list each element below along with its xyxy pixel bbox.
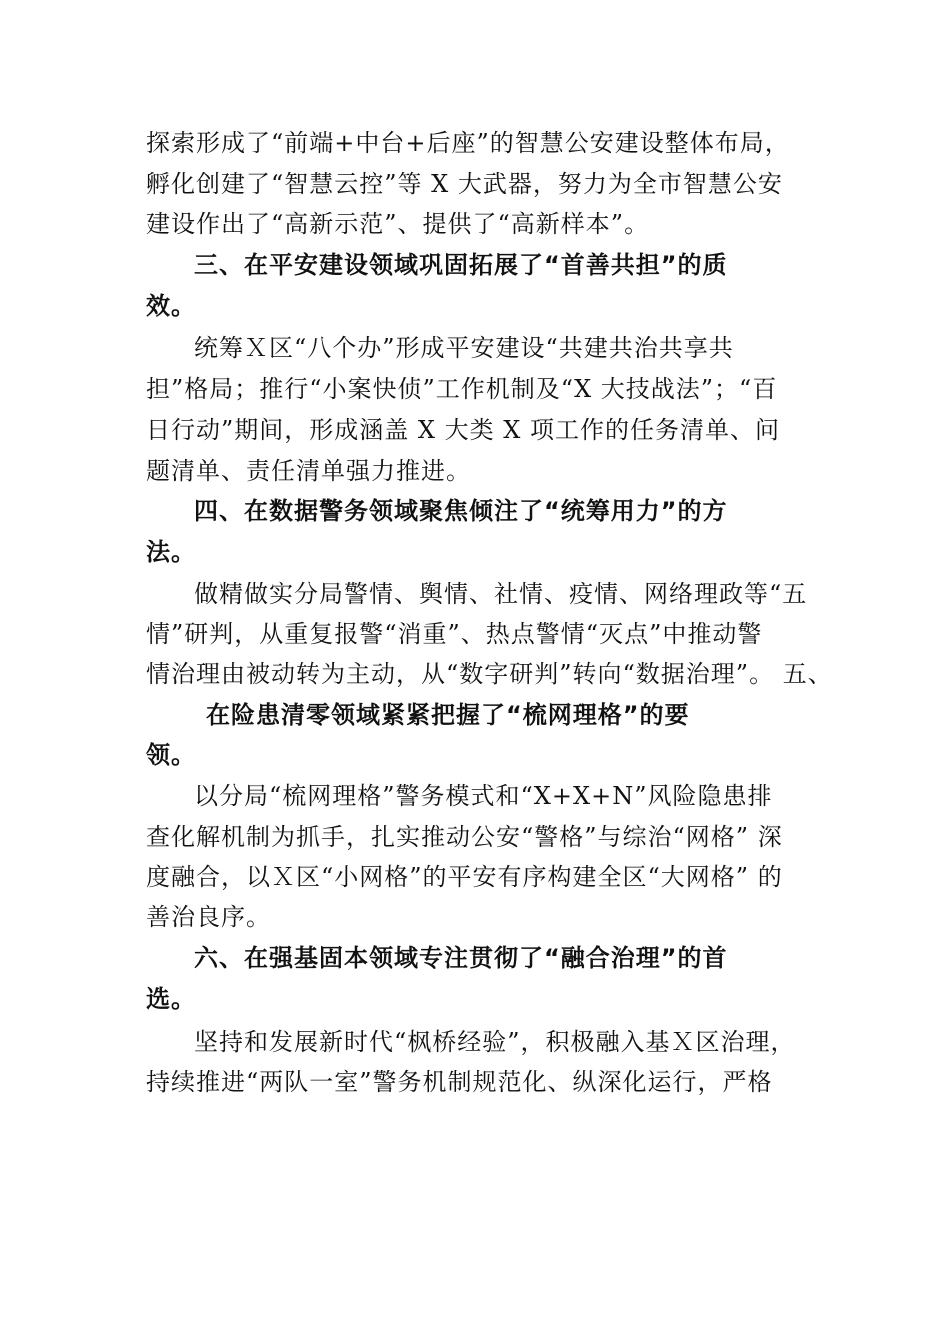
section-heading: 六、在强基固本领域专注贯彻了“融合治理”的首 [194,944,728,972]
body-line: 情治理由被动转为主动，从“数字研判”转向“数据治理”。 五、 [146,660,833,688]
body-line: 建设作出了“高新示范”、提供了“高新样本”。 [146,210,650,238]
body-line: 善治良序。 [146,903,271,931]
section-heading: 领。 [146,741,196,769]
section-heading: 四、在数据警务领域聚焦倾注了“统筹用力”的方 [194,497,728,525]
body-line: 情”研判，从重复报警“消重”、热点警情“灭点”中推动警 [146,620,763,648]
section-heading: 选。 [146,985,196,1013]
section-heading: 法。 [146,538,196,566]
body-line: 统筹Ｘ区“八个办”形成平安建设“共建共治共享共 [194,334,734,362]
section-heading: 效。 [146,292,196,320]
section-heading: 在险患清零领域紧紧把握了“梳网理格”的要 [206,701,690,729]
body-line: 以分局“梳网理格”警务模式和“X+X+N”风险隐患排 [194,782,773,810]
body-line: 孵化创建了“智慧云控”等 X 大武器，努力为全市智慧公安 [146,170,783,198]
body-line: 做精做实分局警情、舆情、社情、疫情、网络理政等“五 [194,580,808,608]
body-line: 题清单、责任清单强力推进。 [146,457,471,485]
body-line: 查化解机制为抓手，扎实推动公安“警格”与综治“网格” 深 [146,823,783,851]
section-heading: 三、在平安建设领域巩固拓展了“首善共担”的质 [194,251,728,279]
body-line: 度融合，以Ｘ区“小网格”的平安有序构建全区“大网格” 的 [146,863,783,891]
body-line: 日行动”期间，形成涵盖 X 大类 X 项工作的任务清单、问 [146,416,780,444]
body-line: 担”格局；推行“小案快侦”工作机制及“X 大技战法”；“百 [146,375,778,403]
body-line: 持续推进“两队一室”警务机制规范化、纵深化运行，严格 [146,1068,773,1096]
body-line: 坚持和发展新时代“枫桥经验”，积极融入基Ｘ区治理， [194,1028,796,1056]
body-line: 探索形成了“前端+中台+后座”的智慧公安建设整体布局， [146,129,790,157]
